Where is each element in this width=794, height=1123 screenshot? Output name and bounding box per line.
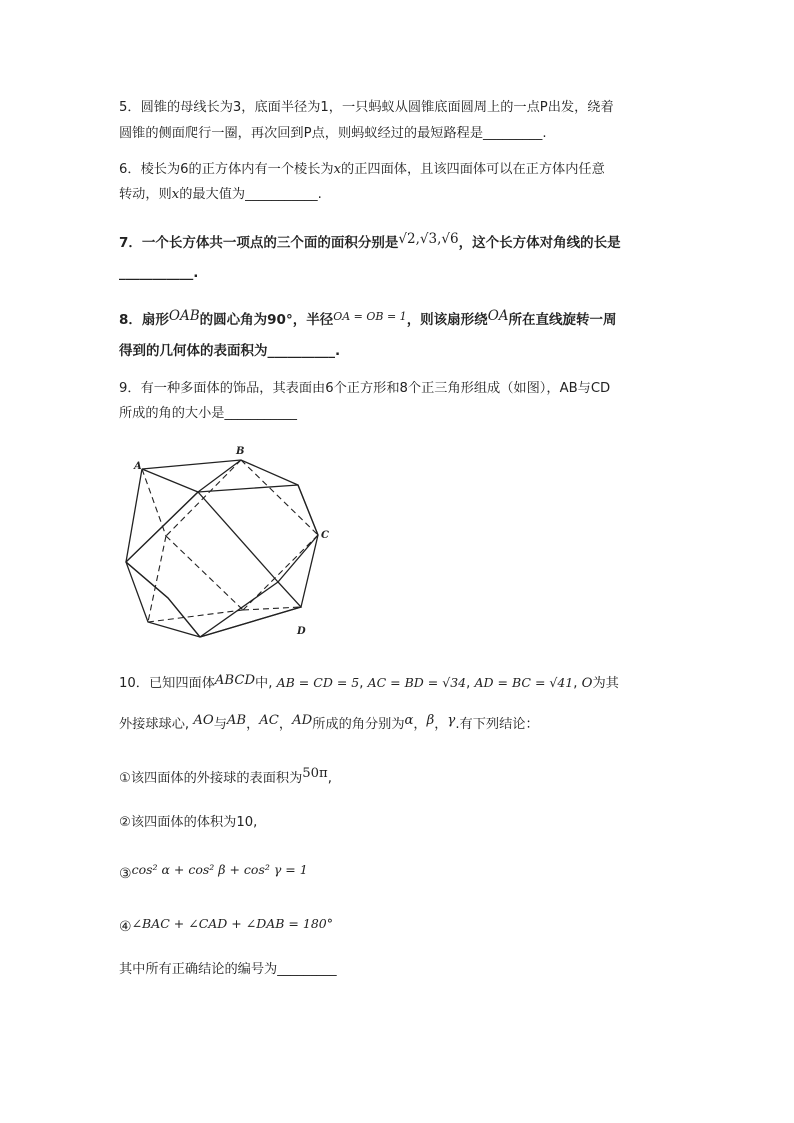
q6-text-d: 的最大值为___________. bbox=[179, 187, 322, 202]
q10-alpha: α bbox=[404, 713, 414, 728]
hidden-c bbox=[241, 460, 318, 535]
hidden-b bbox=[166, 460, 241, 536]
q10-ad: AD bbox=[292, 713, 313, 728]
q10-conclusion-4 bbox=[119, 915, 333, 934]
q6-text-a: 6．棱长为6的正方体内有一个棱长为 bbox=[119, 162, 334, 177]
q10-eq1: AB = CD = 5 bbox=[276, 675, 360, 690]
q10-text-d: 外接球球心, bbox=[119, 717, 190, 732]
q10-with: 与 bbox=[213, 717, 227, 732]
q8-text-c: ，则该扇形绕 bbox=[406, 312, 488, 328]
q8-text-a: 8．扇形 bbox=[119, 312, 169, 328]
q7-line2: ___________. bbox=[119, 265, 199, 281]
q9-line2: 所成的角的大小是___________ bbox=[119, 406, 298, 421]
q10-beta: β bbox=[426, 713, 435, 728]
q8-radius: OA = OB = 1 bbox=[333, 310, 407, 323]
q10-conclusion-1: ①该四面体的外接球的表面积为50π, bbox=[119, 766, 332, 786]
hidden-a bbox=[142, 469, 166, 536]
q10-center: O bbox=[581, 676, 593, 691]
q8-line2: 得到的几何体的表面积为__________. bbox=[119, 343, 341, 359]
q10-eq2: AC = BD = √34 bbox=[367, 675, 467, 690]
q7-line1 bbox=[119, 231, 621, 252]
q6-text-b: 的正四面体，且该四面体可以在正方体内任意 bbox=[341, 162, 605, 177]
c1-text: 该四面体的外接球的表面积为 bbox=[130, 771, 303, 786]
q8-line1 bbox=[119, 308, 617, 330]
q10-text-e: 所成的角分别为 bbox=[312, 717, 405, 732]
c4-mark: ④ bbox=[119, 919, 132, 935]
c1-mark: ① bbox=[119, 771, 131, 786]
q10-text-a: 10．已知四面体 bbox=[119, 676, 215, 691]
c1-value: 50π bbox=[302, 766, 328, 781]
q10-eq3: AD = BC = √41 bbox=[474, 675, 574, 690]
q10-conclusion-3 bbox=[119, 861, 308, 880]
c3-expr: cos² α + cos² β + cos² γ = 1 bbox=[131, 862, 308, 877]
q6-line2 bbox=[119, 186, 322, 204]
q7-areas: √2,√3,√6 bbox=[398, 231, 459, 247]
q10-final: 其中所有正确结论的编号为_________ bbox=[119, 962, 337, 977]
q10-text-f: .有下列结论： bbox=[455, 717, 539, 732]
q10-ac: AC bbox=[259, 713, 279, 728]
q10-ab: AB bbox=[226, 713, 247, 728]
q10-tetra: ABCD bbox=[214, 673, 256, 688]
q10-text-b: 中, bbox=[255, 676, 273, 691]
edge-b bbox=[198, 460, 241, 492]
c4-expr: ∠BAC + ∠CAD + ∠DAB = 180° bbox=[131, 916, 333, 931]
q5-line2: 圆锥的侧面爬行一圈，再次回到P点，则蚂蚁经过的最短路程是_________. bbox=[119, 126, 547, 141]
q8-sector: OAB bbox=[168, 308, 200, 324]
q8-text-b: 的圆心角为90°，半径 bbox=[199, 312, 334, 328]
edge-a bbox=[142, 469, 198, 492]
edge-f bbox=[168, 598, 200, 637]
q10-line1: 10．已知四面体ABCD中, AB = CD = 5, AC = BD = √34, AD = BC = √41, O为其 bbox=[119, 673, 619, 691]
q5-line1: 5．圆锥的母线长为3，底面半径为1，一只蚂蚁从圆锥底面圆周上的一点P出发，绕着 bbox=[119, 100, 614, 115]
solid-edges bbox=[126, 460, 318, 637]
hidden-e bbox=[243, 535, 318, 610]
q7-text-a: 7．一个长方体共一项点的三个面的面积分别是 bbox=[119, 235, 399, 251]
label-c: C bbox=[321, 530, 329, 541]
label-b: B bbox=[236, 446, 245, 457]
label-a: A bbox=[134, 461, 142, 472]
q6-text-c: 转动，则 bbox=[119, 187, 172, 202]
edge-d bbox=[198, 492, 278, 582]
hidden-d bbox=[166, 536, 243, 610]
q6-var-x-2: x bbox=[171, 187, 180, 202]
q10-ao: AO bbox=[193, 713, 214, 728]
polyhedron-figure bbox=[118, 440, 338, 650]
hidden-f bbox=[148, 536, 166, 622]
q8-text-d: 所在直线旋转一周 bbox=[508, 312, 617, 328]
q10-gamma: γ bbox=[447, 713, 456, 728]
c3-mark: ③ bbox=[119, 866, 132, 882]
label-d: D bbox=[297, 626, 306, 637]
q9-line1: 9．有一种多面体的饰品，其表面由6个正方形和8个正三角形组成（如图），AB与CD bbox=[119, 381, 611, 396]
q6-line1 bbox=[119, 161, 605, 179]
edge-g bbox=[200, 582, 278, 637]
q7-text-b: ，这个长方体对角线的长是 bbox=[458, 235, 621, 251]
q10-conclusion-2: ②该四面体的体积为10, bbox=[119, 815, 258, 830]
q10-line2: 外接球球心, AO与AB，AC，AD所成的角分别为α，β，γ.有下列结论： bbox=[119, 713, 539, 732]
q8-axis: OA bbox=[487, 308, 509, 324]
q6-var-x: x bbox=[333, 162, 342, 177]
front-outline bbox=[126, 485, 318, 637]
q10-text-c: 为其 bbox=[592, 676, 619, 691]
